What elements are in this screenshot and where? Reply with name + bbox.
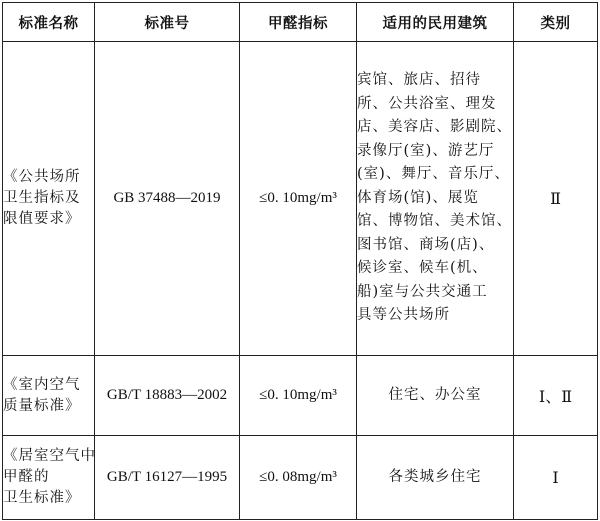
- building-line: 宾馆、旅店、招待: [357, 72, 481, 89]
- building-line: 候诊室、候车(机、: [357, 260, 488, 277]
- standard-name-line: 卫生指标及: [3, 190, 81, 206]
- category-cell: Ⅰ: [514, 436, 598, 520]
- header-standard-name: 标准名称: [3, 3, 95, 42]
- building-line: 图书馆、商场(店)、: [357, 236, 495, 253]
- formaldehyde-limit-cell: ≤0. 10mg/m³: [240, 42, 357, 356]
- standard-name-line: 卫生标准》: [3, 490, 81, 506]
- applicable-buildings-cell: [357, 436, 514, 520]
- standards-table: [2, 2, 598, 520]
- header-formaldehyde-limit: 甲醛指标: [240, 3, 357, 42]
- header-row: [3, 3, 598, 42]
- table-row: [3, 436, 598, 520]
- standard-code-cell: GB 37488—2019: [95, 42, 240, 356]
- category-cell: Ⅱ: [514, 42, 598, 356]
- building-line: 所、公共浴室、理发: [357, 95, 497, 112]
- building-line: 各类城乡住宅: [388, 468, 482, 485]
- header-standard-code: 标准号: [95, 3, 240, 42]
- standard-code-cell: GB/T 16127—1995: [95, 436, 240, 520]
- standard-name-line: 《室内空气: [3, 376, 81, 393]
- building-line: 店、美容店、影剧院、: [357, 119, 512, 136]
- standard-name-cell: [3, 356, 95, 436]
- table-row: [3, 356, 598, 436]
- formaldehyde-limit-cell: ≤0. 08mg/m³: [240, 436, 357, 520]
- formaldehyde-limit-cell: ≤0. 10mg/m³: [240, 356, 357, 436]
- applicable-buildings-cell: [357, 42, 514, 356]
- standard-name-line: 《居室空气中: [3, 448, 96, 464]
- building-line: 录像厅(室)、游艺厅: [357, 142, 495, 159]
- table-row: [3, 42, 598, 356]
- building-line: (室)、舞厅、音乐厅、: [357, 166, 510, 183]
- standard-name-cell: [3, 436, 95, 520]
- building-line: 馆、博物馆、美术馆、: [357, 213, 512, 230]
- header-applicable-buildings: 适用的民用建筑: [357, 3, 514, 42]
- building-line: 船)室与公共交通工: [357, 283, 488, 300]
- header-category: 类别: [514, 3, 598, 42]
- standard-name-line: 《公共场所: [3, 169, 81, 185]
- applicable-buildings-cell: [357, 356, 514, 436]
- standard-name-line: 限值要求》: [3, 211, 81, 227]
- building-line: 具等公共场所: [357, 307, 450, 324]
- category-cell: Ⅰ、Ⅱ: [514, 356, 598, 436]
- building-line: 住宅、办公室: [388, 386, 482, 403]
- standard-code-cell: GB/T 18883—2002: [95, 356, 240, 436]
- standard-name-line: 甲醛的: [3, 469, 50, 485]
- building-line: 体育场(馆)、展览: [357, 189, 479, 206]
- standard-name-cell: [3, 42, 95, 356]
- standard-name-line: 质量标准》: [3, 397, 81, 414]
